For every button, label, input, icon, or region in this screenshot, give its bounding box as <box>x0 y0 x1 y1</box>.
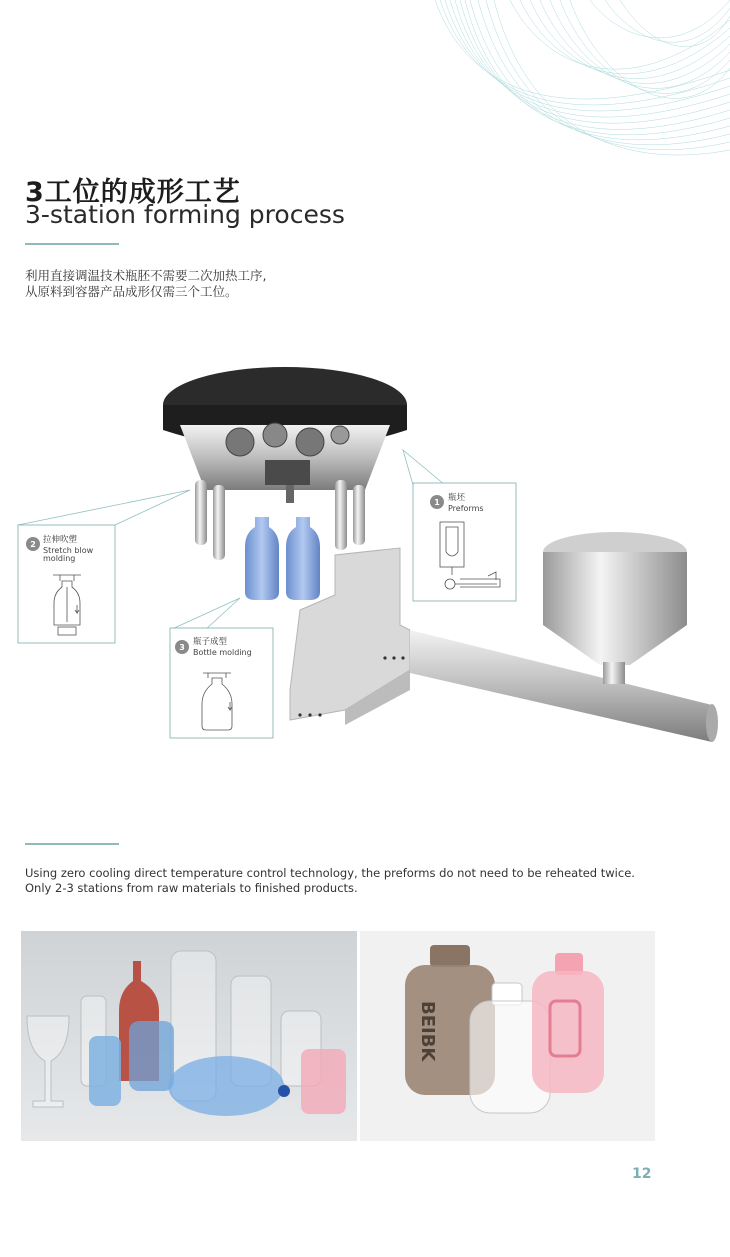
rotary-machine-head <box>163 367 407 560</box>
description-cn-line1: 利用直接调温技术瓶胚不需要二次加热工序, <box>25 268 267 283</box>
station-label-cn-3: 瓶子成型 <box>193 637 228 647</box>
decorative-wave-graphic <box>420 0 730 175</box>
description-en <box>25 866 635 896</box>
station-label-en-2b: molding <box>43 554 76 563</box>
station-label-en-3: Bottle molding <box>193 648 252 657</box>
product-photo-assorted-bottles <box>21 931 357 1141</box>
station-label-cn-2: 拉伸吹塑 <box>43 535 78 545</box>
product-photo-water-jugs <box>360 931 655 1141</box>
page-title-en: 3-station forming process <box>25 200 345 229</box>
description-en-line2: Only 2-3 stations from raw materials to finished products. <box>25 881 358 895</box>
page-title-cn: 3工位的成形工艺 <box>25 177 241 208</box>
material-hopper <box>543 532 687 684</box>
description-cn <box>25 268 266 300</box>
callout-stretch-blow-molding <box>18 525 115 643</box>
description-cn-line2: 从原料到容器产品成形仅需三个工位。 <box>25 284 238 299</box>
callout-bottle-molding <box>170 628 273 738</box>
blue-bottles <box>245 517 320 600</box>
pink-jug <box>532 953 604 1093</box>
section-divider <box>25 843 119 845</box>
callout-preforms <box>413 483 516 601</box>
jug-brand-text: BEIBK <box>417 1001 438 1062</box>
station-label-en-2a: Stretch blow <box>43 546 94 555</box>
description-en-line1: Using zero cooling direct temperature control technology, the preforms do not need to be reheated twice. <box>25 866 635 880</box>
station-label-en-1: Preforms <box>448 504 484 513</box>
station-number-1: 1 <box>434 498 440 507</box>
process-diagram <box>0 330 730 800</box>
station-label-cn-1: 瓶坯 <box>448 493 466 503</box>
station-number-3: 3 <box>179 643 185 652</box>
title-divider <box>25 243 119 245</box>
station-number-2: 2 <box>30 540 36 549</box>
page-number: 12 <box>632 1166 652 1182</box>
